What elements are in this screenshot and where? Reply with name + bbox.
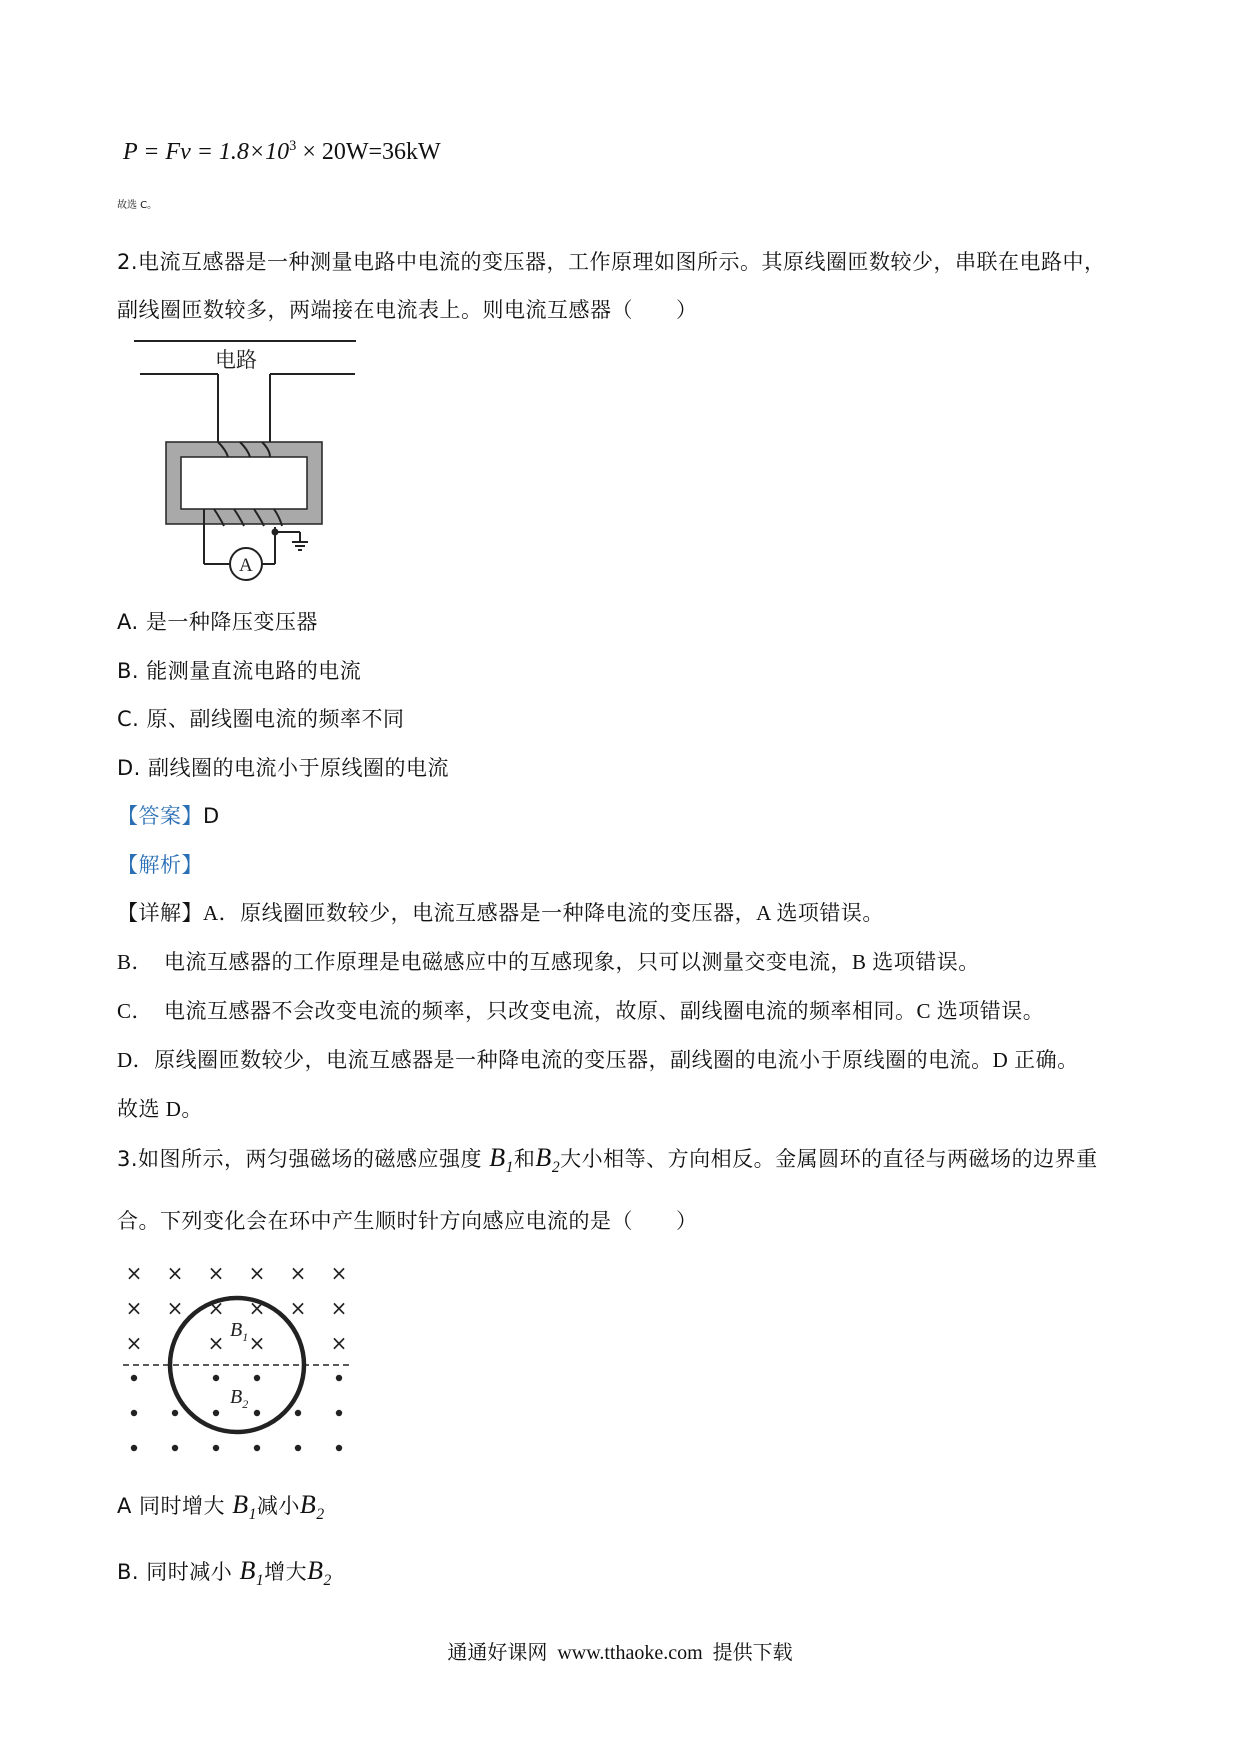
q3-option-b <box>117 1556 332 1590</box>
b1-symbol: $B_1$ <box>489 1143 514 1177</box>
option-b-b1: $B_1$ <box>239 1556 265 1590</box>
q3-option-a-mid: 减小 <box>256 1494 300 1518</box>
field-cross-2-0: × <box>125 1331 143 1355</box>
power-formula <box>123 138 441 166</box>
field-dot-1-3 <box>254 1410 260 1416</box>
field-cross-0-0: × <box>125 1261 143 1285</box>
b2-symbol: $B_2$ <box>535 1143 561 1177</box>
field-cross-0-4: × <box>289 1261 307 1285</box>
answer-tag: 【答案】 <box>117 804 203 828</box>
analysis-tag: 【解析】 <box>117 853 203 877</box>
field-dot-0-0 <box>131 1375 137 1381</box>
option-a-b1: $B_1$ <box>232 1490 257 1524</box>
b1-label: $B_1$ <box>230 1319 249 1344</box>
magnetic-field-diagram <box>118 1258 358 1468</box>
q3-stem-post: 大小相等、方向相反。金属圆环的直径与两磁场的边界重 <box>560 1147 1098 1171</box>
field-dot-0-5 <box>336 1375 342 1381</box>
field-dot-1-1 <box>172 1410 178 1416</box>
answer-value: D <box>203 804 220 828</box>
q2-detail-1: 【详解】A．原线圈匝数较少，电流互感器是一种降电流的变压器，A 选项错误。 <box>117 901 884 925</box>
formula-lhs: P = Fv = 1.8×10 <box>123 139 290 165</box>
field-cross-1-5: × <box>330 1296 348 1320</box>
field-cross-0-5: × <box>330 1261 348 1285</box>
junction-dot <box>272 529 279 536</box>
q3-stem-and: 和 <box>513 1147 536 1171</box>
field-dot-0-2 <box>213 1375 219 1381</box>
option-b-b2: $B_2$ <box>307 1556 332 1590</box>
field-cross-1-4: × <box>289 1296 307 1320</box>
current-transformer-diagram <box>130 332 360 592</box>
field-cross-1-0: × <box>125 1296 143 1320</box>
field-cross-1-3: × <box>248 1296 266 1320</box>
field-cross-0-1: × <box>166 1261 184 1285</box>
field-dot-1-2 <box>213 1410 219 1416</box>
q3-option-b-mid: 增大 <box>264 1560 308 1584</box>
b2-label: $B_2$ <box>230 1386 249 1411</box>
ammeter-label: A <box>239 555 253 576</box>
field-dot-1-5 <box>336 1410 342 1416</box>
q3-option-a <box>117 1490 325 1524</box>
previous-answer: 故选 C。 <box>117 200 158 211</box>
q3-stem-line2: 合。下列变化会在环中产生顺时针方向感应电流的是（ ） <box>117 1209 698 1233</box>
field-cross-0-3: × <box>248 1261 266 1285</box>
q2-conclusion: 故选 D。 <box>117 1097 203 1121</box>
field-dot-2-1 <box>172 1445 178 1451</box>
q3-stem-line1 <box>117 1143 1098 1177</box>
formula-rhs: × 20W=36kW <box>296 139 441 165</box>
circuit-label: 电路 <box>215 348 257 372</box>
option-a-b2: $B_2$ <box>299 1490 325 1524</box>
field-cross-2-3: × <box>248 1331 266 1355</box>
field-dot-1-0 <box>131 1410 137 1416</box>
q3-option-b-pre: B. 同时减小 <box>117 1560 233 1584</box>
q2-option-c: C. 原、副线圈电流的频率不同 <box>117 707 405 731</box>
field-dot-1-4 <box>295 1410 301 1416</box>
field-dot-2-5 <box>336 1445 342 1451</box>
formula-exponent: 3 <box>289 138 297 154</box>
field-dot-2-0 <box>131 1445 137 1451</box>
field-cross-2-2: × <box>207 1331 225 1355</box>
field-cross-1-2: × <box>207 1296 225 1320</box>
field-dot-2-2 <box>213 1445 219 1451</box>
iron-core <box>166 442 322 524</box>
q2-detail-3: C． 电流互感器不会改变电流的频率，只改变电流，故原、副线圈电流的频率相同。C 选项错误。 <box>117 999 1045 1023</box>
q2-answer <box>117 800 220 830</box>
q2-stem-line1: 2.电流互感器是一种测量电路中电流的变压器，工作原理如图所示。其原线圈匝数较少，串联在电路中， <box>117 250 1106 274</box>
field-dot-0-3 <box>254 1375 260 1381</box>
q3-option-a-pre: A 同时增大 <box>117 1494 226 1518</box>
q2-option-b: B. 能测量直流电路的电流 <box>117 659 362 683</box>
q3-stem-pre: 3.如图所示，两匀强磁场的磁感应强度 <box>117 1147 483 1171</box>
field-cross-0-2: × <box>207 1261 225 1285</box>
q2-option-a: A. 是一种降压变压器 <box>117 610 318 634</box>
field-cross-2-5: × <box>330 1331 348 1355</box>
q2-detail-4: D．原线圈匝数较少，电流互感器是一种降电流的变压器，副线圈的电流小于原线圈的电流。D 正确。 <box>117 1048 1079 1072</box>
footer-source: 通通好课网 www.tthaoke.com 提供下载 <box>447 1642 793 1664</box>
q2-stem-line2: 副线圈匝数较多，两端接在电流表上。则电流互感器（ ） <box>117 298 698 322</box>
field-dot-2-4 <box>295 1445 301 1451</box>
field-dot-2-3 <box>254 1445 260 1451</box>
q2-detail-2: B． 电流互感器的工作原理是电磁感应中的互感现象，只可以测量交变电流，B 选项错误。 <box>117 950 980 974</box>
field-cross-1-1: × <box>166 1296 184 1320</box>
q2-option-d: D. 副线圈的电流小于原线圈的电流 <box>117 756 450 780</box>
